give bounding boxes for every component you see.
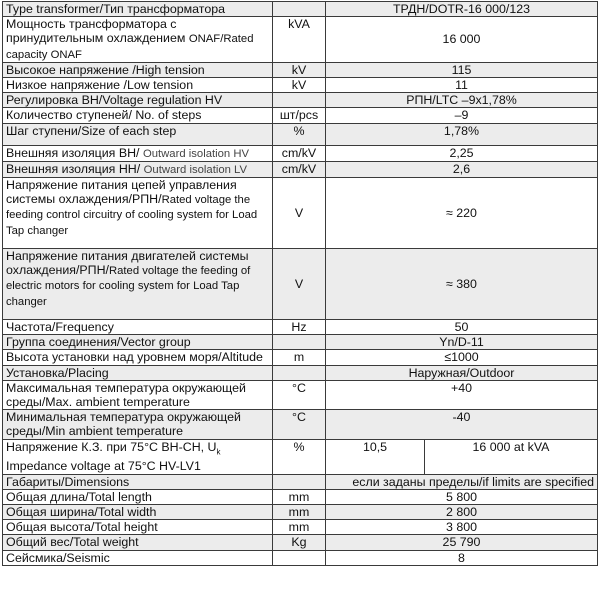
value-cell: если заданы пределы/if limits are specified bbox=[326, 474, 598, 489]
param-cell: Высокое напряжение /High tension bbox=[3, 62, 273, 77]
value-cell: +40 bbox=[326, 380, 598, 409]
unit-cell: cm/kV bbox=[273, 145, 326, 161]
value-cell-b: 16 000 at kVA bbox=[425, 439, 598, 474]
unit-cell bbox=[273, 474, 326, 489]
unit-cell: °C bbox=[273, 410, 326, 439]
unit-cell: Kg bbox=[273, 535, 326, 550]
value-cell: 50 bbox=[326, 320, 598, 335]
table-row bbox=[3, 123, 598, 145]
unit-cell bbox=[273, 2, 326, 17]
value-cell: 1,78% bbox=[326, 123, 598, 145]
param-cell: Общая длина/Total length bbox=[3, 489, 273, 504]
value-cell: 25 790 bbox=[326, 535, 598, 550]
table-row bbox=[3, 365, 598, 380]
table-row bbox=[3, 350, 598, 365]
unit-cell bbox=[273, 365, 326, 380]
value-cell: ТРДН/DOTR-16 000/123 bbox=[326, 2, 598, 17]
unit-cell: cm/kV bbox=[273, 161, 326, 177]
value-cell: ≤1000 bbox=[326, 350, 598, 365]
unit-cell: mm bbox=[273, 489, 326, 504]
table-row bbox=[3, 320, 598, 335]
unit-cell: % bbox=[273, 123, 326, 145]
unit-cell: °C bbox=[273, 380, 326, 409]
param-cell: Регулировка ВН/Voltage regulation HV bbox=[3, 93, 273, 108]
param-cell: Количество ступеней/ No. of steps bbox=[3, 108, 273, 123]
table-row bbox=[3, 504, 598, 519]
table-row bbox=[3, 78, 598, 93]
unit-cell bbox=[273, 93, 326, 108]
table-row bbox=[3, 145, 598, 161]
unit-cell bbox=[273, 335, 326, 350]
param-cell: Напряжение питания двигателей системы охлаждения/РПН/Rated voltage the feeding of electric motors for cooling system for Load Tap changer bbox=[3, 249, 273, 320]
value-cell: -40 bbox=[326, 410, 598, 439]
param-cell: Внешняя изоляция ВН/ Outward isolation HV bbox=[3, 145, 273, 161]
value-cell: Наружная/Outdoor bbox=[326, 365, 598, 380]
value-cell: РПН/LTC –9x1,78% bbox=[326, 93, 598, 108]
param-cell: Шаг ступени/Size of each step bbox=[3, 123, 273, 145]
table-row bbox=[3, 520, 598, 535]
table-row bbox=[3, 2, 598, 17]
param-cell: Type transformer/Тип трансформатора bbox=[3, 2, 273, 17]
param-cell: Мощность трансформатора с принудительным охлаждением ONAF/Rated capacity ONAF bbox=[3, 17, 273, 63]
table-row bbox=[3, 108, 598, 123]
param-cell: Напряжение К.З. при 75°С ВН-СН, $U_k$ Impedance voltage at 75°C HV-LV1 bbox=[3, 439, 273, 474]
table-row bbox=[3, 474, 598, 489]
param-cell: Сейсмика/Seismic bbox=[3, 550, 273, 565]
param-cell: Частота/Frequency bbox=[3, 320, 273, 335]
value-cell: 2,25 bbox=[326, 145, 598, 161]
param-cell: Напряжение питания цепей управления системы охлаждения/РПН/Rated voltage the feeding control circuitry of cooling system for Load Tap changer bbox=[3, 178, 273, 249]
unit-cell: mm bbox=[273, 520, 326, 535]
unit-cell: kV bbox=[273, 62, 326, 77]
table-row bbox=[3, 249, 598, 320]
unit-cell: kV bbox=[273, 78, 326, 93]
unit-cell: V bbox=[273, 178, 326, 249]
value-cell: Yn/D-11 bbox=[326, 335, 598, 350]
unit-cell: шт/pcs bbox=[273, 108, 326, 123]
value-cell: 16 000 bbox=[326, 17, 598, 63]
value-cell: –9 bbox=[326, 108, 598, 123]
table-row bbox=[3, 335, 598, 350]
unit-cell: Hz bbox=[273, 320, 326, 335]
param-cell: Внешняя изоляция НН/ Outward isolation LV bbox=[3, 161, 273, 177]
param-cell: Общая ширина/Total width bbox=[3, 504, 273, 519]
value-cell-a: 10,5 bbox=[326, 439, 425, 474]
param-cell: Низкое напряжение /Low tension bbox=[3, 78, 273, 93]
param-cell: Максимальная температура окружающей среды/Max. ambient temperature bbox=[3, 380, 273, 409]
param-cell: Высота установки над уровнем моря/Altitude bbox=[3, 350, 273, 365]
transformer-spec-table bbox=[2, 1, 598, 566]
table-row bbox=[3, 62, 598, 77]
unit-cell bbox=[273, 550, 326, 565]
table-row bbox=[3, 380, 598, 409]
value-cell: 5 800 bbox=[326, 489, 598, 504]
value-cell: 115 bbox=[326, 62, 598, 77]
subscript-k: k bbox=[216, 447, 221, 457]
value-cell: 2,6 bbox=[326, 161, 598, 177]
table-row bbox=[3, 550, 598, 565]
table-row bbox=[3, 178, 598, 249]
param-cell: Минимальная температура окружающей среды/Min ambient temperature bbox=[3, 410, 273, 439]
table-row bbox=[3, 489, 598, 504]
value-cell: ≈ 380 bbox=[326, 249, 598, 320]
table-row bbox=[3, 17, 598, 63]
table-row bbox=[3, 439, 598, 474]
param-cell: Общий вес/Total weight bbox=[3, 535, 273, 550]
unit-cell: mm bbox=[273, 504, 326, 519]
value-cell: 11 bbox=[326, 78, 598, 93]
value-cell: ≈ 220 bbox=[326, 178, 598, 249]
table-row bbox=[3, 161, 598, 177]
value-cell: 8 bbox=[326, 550, 598, 565]
value-cell: 2 800 bbox=[326, 504, 598, 519]
unit-cell: kVA bbox=[273, 17, 326, 63]
param-cell: Габариты/Dimensions bbox=[3, 474, 273, 489]
unit-cell: m bbox=[273, 350, 326, 365]
param-cell: Установка/Placing bbox=[3, 365, 273, 380]
unit-cell: V bbox=[273, 249, 326, 320]
table-row bbox=[3, 93, 598, 108]
table-row bbox=[3, 535, 598, 550]
table-row bbox=[3, 410, 598, 439]
param-cell: Группа соединения/Vector group bbox=[3, 335, 273, 350]
value-cell: 3 800 bbox=[326, 520, 598, 535]
unit-cell: % bbox=[273, 439, 326, 474]
param-cell: Общая высота/Total height bbox=[3, 520, 273, 535]
